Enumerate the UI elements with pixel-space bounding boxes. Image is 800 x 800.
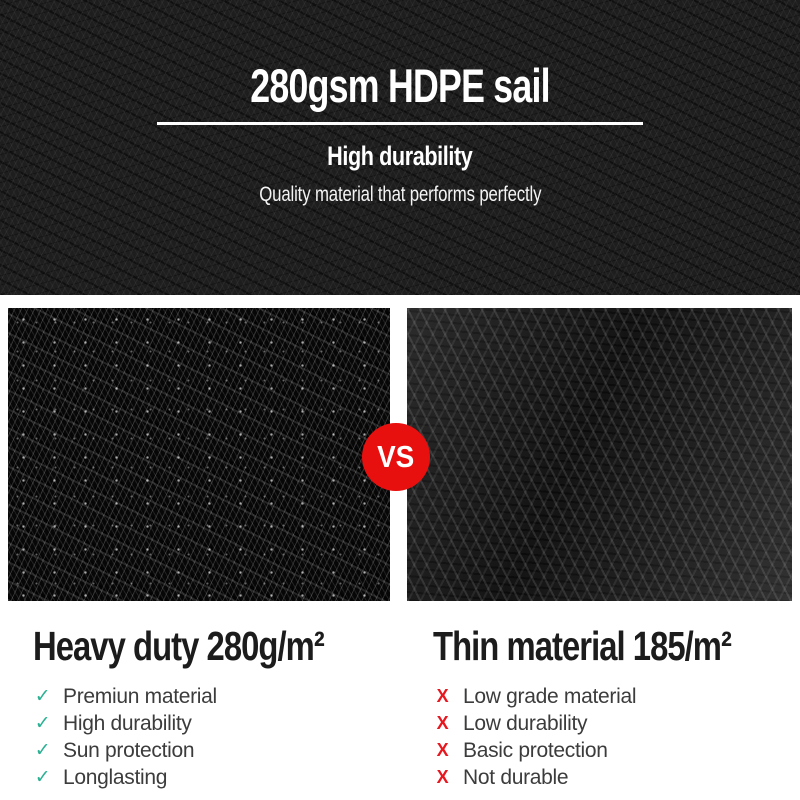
list-item — [433, 710, 800, 737]
list-item-label: Sun protection — [63, 738, 195, 762]
list-item-label: Longlasting — [63, 765, 168, 789]
thin-material-heading: Thin material 185/m² — [433, 623, 731, 669]
hero-title: 280gsm HDPE sail — [250, 59, 550, 112]
check-icon: ✓ — [34, 686, 51, 707]
heavy-duty-column — [0, 623, 400, 800]
comparison-images — [0, 308, 800, 601]
list-item-label: Not durable — [463, 765, 569, 789]
vs-badge-label: VS — [377, 439, 415, 474]
list-item-label: High durability — [63, 711, 192, 735]
check-icon: ✓ — [34, 767, 51, 788]
thin-material-fabric-photo — [407, 308, 792, 601]
hero-subtitle-text: High durability — [327, 141, 473, 171]
list-item — [33, 683, 400, 710]
cross-icon: X — [436, 713, 449, 733]
heavy-duty-heading: Heavy duty 280g/m² — [33, 623, 324, 669]
check-icon: ✓ — [34, 740, 51, 761]
list-item-label: Low grade material — [463, 684, 637, 708]
hero-subtitle — [0, 141, 800, 172]
heavy-duty-feature-list — [33, 683, 400, 791]
list-item — [433, 683, 800, 710]
list-item — [33, 764, 400, 791]
divider — [157, 122, 643, 125]
cross-icon: X — [436, 686, 449, 706]
cross-icon: X — [436, 767, 449, 787]
hero-tagline-text: Quality material that performs perfectly — [258, 183, 542, 206]
hero-banner — [0, 0, 800, 295]
heavy-duty-fabric-photo — [8, 308, 390, 601]
hero-tagline — [0, 183, 800, 207]
list-item — [433, 737, 800, 764]
vs-badge — [362, 423, 430, 491]
list-item — [33, 737, 400, 764]
check-icon: ✓ — [34, 713, 51, 734]
list-item-label: Premiun material — [63, 684, 217, 708]
thin-material-feature-list — [433, 683, 800, 791]
list-item — [33, 710, 400, 737]
comparison-lists — [0, 601, 800, 800]
cross-icon: X — [436, 740, 449, 760]
list-item-label: Basic protection — [463, 738, 608, 762]
list-item-label: Low durability — [463, 711, 588, 735]
list-item — [433, 764, 800, 791]
thin-material-column — [400, 623, 800, 800]
